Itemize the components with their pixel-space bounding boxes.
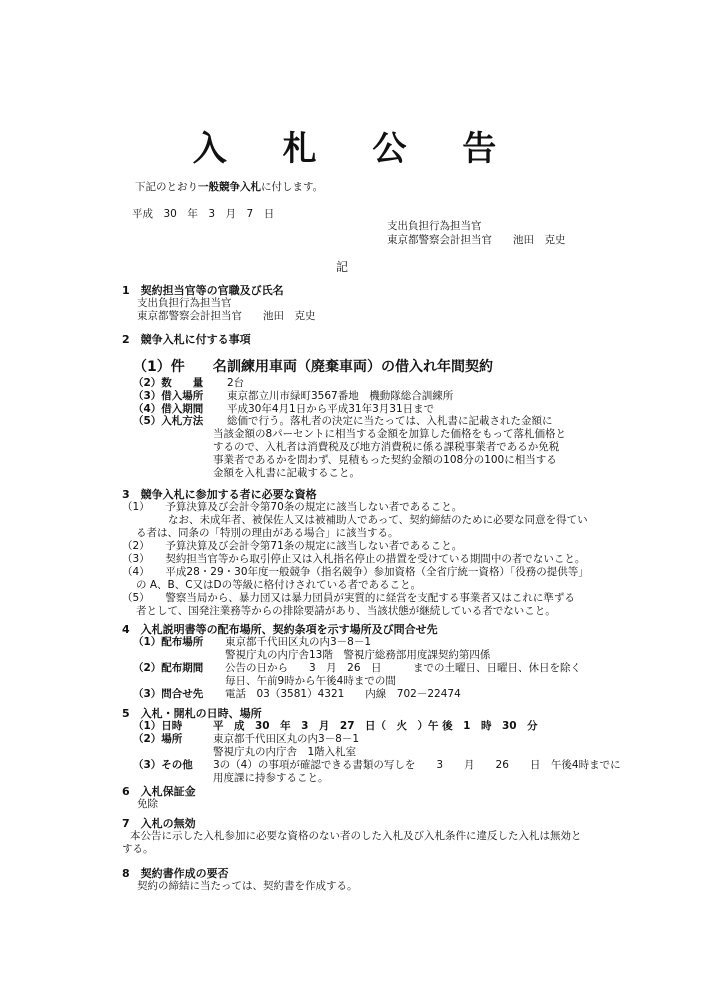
s3-line: 者として、国発注業務等からの排除要請があり、当該状態が継続している者でないこと。 [136, 605, 556, 617]
s4-item1-value: 東京都千代田区丸の内3－8－1 [225, 636, 372, 648]
s4-item1-label: （1）配布場所 [133, 636, 204, 648]
s3-line: （5） 警察当局から、暴力団又は暴力団員が実質的に経営を支配する事業者又はこれに準ずる [122, 592, 575, 604]
s4-heading: 4 入札説明書等の配布場所、契約条項を示す場所及び問合せ先 [122, 623, 438, 636]
s2-item4-value: 平成30年4月1日から平成31年3月31日まで [227, 403, 435, 415]
s1-line2: 東京都警察会計担当官 池田 克史 [137, 310, 316, 322]
s2-item3-value: 東京都立川市緑町3567番地 機動隊総合訓練所 [227, 390, 454, 402]
s3-heading: 3 競争入札に参加する者に必要な資格 [122, 488, 317, 501]
intro-pre: 下記のとおり [135, 181, 198, 193]
s5-item3-value: 用度課に持参すること。 [213, 772, 329, 784]
issuer-name: 東京都警察会計担当官 池田 克史 [387, 234, 566, 246]
s3-line: （1） 予算決算及び会計令第70条の規定に該当しない者であること。 [122, 501, 463, 513]
s3-line: （4） 平成28・29・30年度一般競争（指名競争）参加資格（全省庁統一資格）「役務の提供等」 [122, 566, 589, 578]
s4-item1-value: 警視庁丸の内庁舎13階 警視庁総務部用度課契約第四係 [225, 649, 491, 661]
s7-heading: 7 入札の無効 [122, 817, 196, 830]
s6-heading: 6 入札保証金 [122, 785, 196, 798]
s6-body: 免除 [137, 798, 158, 810]
intro-bold: 一般競争入札 [198, 181, 261, 193]
s8-heading: 8 契約書作成の要否 [122, 867, 229, 880]
s4-item3-value: 電話 03（3581）4321 内線 702－22474 [225, 688, 461, 700]
s1-line1: 支出負担行為担当官 [137, 297, 232, 309]
s2-item1-value: 訓練用車両（廃棄車両）の借入れ年間契約 [227, 359, 493, 375]
s2-item5-label: （5）入札方法 [133, 415, 204, 427]
s3-line: の A、B、C又はDの等級に格付けされている者であること。 [136, 579, 422, 591]
s5-item3-label: （3）その他 [133, 759, 193, 771]
s2-item5-value: 総価で行う。落札者の決定に当たっては、入札書に記載された金額に [227, 415, 553, 427]
s7-line1: 本公告に示した入札参加に必要な資格のない者のした入札及び入札条件に違反した入札は無効と [130, 830, 582, 842]
s2-method-line: 金額を入札書に記載すること。 [213, 467, 360, 479]
intro-post: に付します。 [261, 181, 324, 193]
s3-line: なお、未成年者、被保佐人又は被補助人であって、契約締結のために必要な同意を得てい [168, 514, 588, 526]
intro-text [135, 181, 323, 194]
s5-item2-value: 警視庁丸の内庁舎 1階入札室 [213, 746, 357, 758]
s4-item2-label: （2）配布期間 [133, 662, 204, 674]
s5-item1-value: 平 成 30 年 3 月 27 日（ 火 ）午 後 1 時 30 分 [213, 720, 538, 732]
s1-heading: 1 契約担当官等の官職及び氏名 [122, 284, 284, 297]
s5-item3-value: 3の（4）の事項が確認できる書類の写しを 3 月 26 日 午後4時までに [213, 759, 621, 771]
s2-item4-label: （4）借入期間 [133, 403, 204, 415]
s3-line: る者は、同条の「特別の理由がある場合」に該当する。 [136, 527, 399, 539]
s4-item2-value: 毎日、午前9時から午後4時までの間 [225, 675, 396, 687]
s2-item1-label: （1）件 名 [133, 359, 227, 375]
s8-body: 契約の締結に当たっては、契約書を作成する。 [137, 880, 358, 892]
s3-line: （3） 契約担当官等から取引停止又は入札指名停止の措置を受けている期間中の者でないこと。 [122, 553, 586, 565]
s2-method-line: 当該金額の8パーセントに相当する金額を加算した価格をもって落札価格と [213, 428, 566, 440]
s2-method-line: するので、入札者は消費税及び地方消費税に係る課税事業者であるか免税 [213, 441, 560, 453]
s4-item3-label: （3）問合せ先 [133, 688, 204, 700]
s4-item2-value: 公告の日から 3 月 26 日 までの土曜日、日曜日、休日を除く [225, 662, 582, 674]
s2-item3-label: （3）借入場所 [133, 390, 204, 402]
issuer-title: 支出負担行為担当官 [387, 220, 482, 232]
s2-item2-label: （2）数 量 [133, 377, 204, 389]
s5-item1-label: （1）日時 [133, 720, 183, 732]
s7-line2: する。 [122, 843, 154, 855]
s2-item2-value: 2台 [227, 377, 245, 389]
s5-item2-value: 東京都千代田区丸の内3－8－1 [213, 733, 360, 745]
ki-marker: 記 [336, 260, 349, 274]
page-title: 入 札 公 告 [192, 129, 519, 169]
notice-date: 平成 30 年 3 月 7 日 [132, 208, 275, 220]
s2-method-line: 事業者であるかを問わず、見積もった契約金額の108分の100に相当する [213, 454, 557, 466]
s2-heading: 2 競争入札に付する事項 [122, 333, 251, 346]
s3-line: （2） 予算決算及び会計令第71条の規定に該当しない者であること。 [122, 540, 463, 552]
s5-item2-label: （2）場所 [133, 733, 183, 745]
s5-heading: 5 入札・開札の日時、場所 [122, 707, 262, 720]
